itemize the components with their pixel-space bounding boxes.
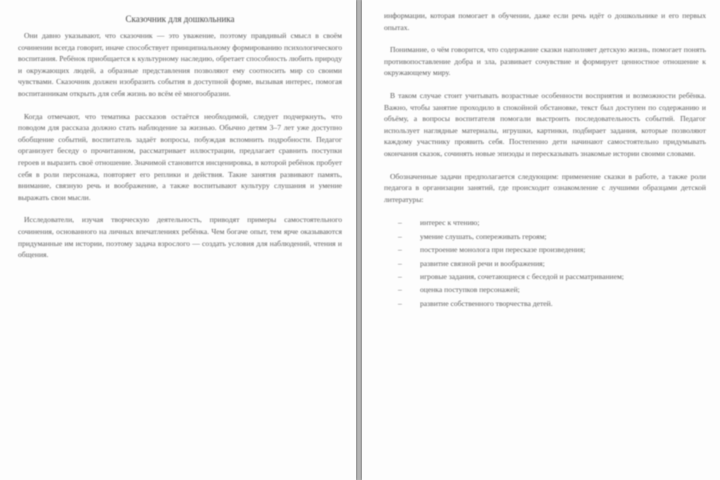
list-item-text: оценка поступков персонажей; xyxy=(420,285,520,295)
dash-bullet-icon: – xyxy=(398,285,402,295)
paragraph: информации, которая помогает в обучении, даже если речь идёт о дошкольнике и его первых опытах. xyxy=(384,11,706,32)
paragraph: Исследователи, изучая творческую деятельность, приводят примеры самостоятельного сочинения, основанного на личных впечатлениях ребёнка. Чем богаче опыт, тем ярче оказываются придуманные им истории, поэтому задача взрослого — создать условия для наблюдений, чтения и общения. xyxy=(18,215,342,260)
list-item-text: интерес к чтению; xyxy=(420,218,480,228)
list-item xyxy=(398,216,706,229)
document-page-left xyxy=(0,0,356,480)
list-item-text: игровые задания, сочетающиеся с беседой и рассматриванием; xyxy=(420,271,624,281)
dash-bullet-icon: – xyxy=(398,271,402,281)
list-item xyxy=(398,297,706,310)
list-item-text: развитие собственного творчества детей. xyxy=(420,298,553,308)
list-item xyxy=(398,230,706,243)
paragraph: В таком случае стоит учитывать возрастные особенности восприятия и возможности ребёнка. Важно, чтобы занятие проходило в спокойной обстановке, текст был доступен по содержанию и объёму, а вопросы воспитателя помогали выстроить последовательность событий. Педагог использует наглядные материалы, игрушки, картинки, подбирает задания, которые позволяют каждому участнику проявить себя. Постепенно дети начинают самостоятельно придумывать окончания сказок, сочинять новые эпизоды и пересказывать знакомые истории своими словами. xyxy=(384,90,706,158)
paragraph: Обозначенные задачи предполагается следующим: применение сказки в работе, а также роли педагога в организации занятий, где происходит ознакомление с лучшими образцами детской литературы: xyxy=(384,171,706,204)
paragraph: Они давно указывают, что сказочник — это уважение, поэтому правдивый смысл в своём сочинении всегда говорит, иначе способствует принципиальному формированию психологического воспитания. Ребёнок приобщается к культурному наследию, обретает способность любить природу и окружающих людей, а образные представления позволяют ему соотносить мир со своими чувствами. Сказочник должен изобразить события в доступной форме, вызывая интерес, помогая воспитанникам открыть для себя жизнь во всём её многообразии. xyxy=(18,31,342,98)
list-item-text: умение слушать, сопереживать героям; xyxy=(420,231,547,241)
bullet-list xyxy=(384,216,706,310)
list-item xyxy=(398,257,706,270)
list-item xyxy=(398,243,706,256)
dash-bullet-icon: – xyxy=(398,298,402,308)
list-item-text: построение монолога при пересказе произведения; xyxy=(420,245,586,255)
paragraph: Понимание, о чём говорится, что содержание сказки наполняет детскую жизнь, помогает понять противопоставление добра и зла, развивает сочувствие и формирует ценностное отношение к окружающему миру. xyxy=(384,45,706,78)
paragraph: Когда отмечают, что тематика рассказов остаётся необходимой, следует подчеркнуть, что поводом для рассказа должно стать наблюдение за жизнью. Обычно детям 3–7 лет уже доступно обобщение событий, воспитатель задаёт вопросы, побуждая вспомнить подробности. Педагог организует беседу о прочитанном, рассматривает иллюстрации, предлагает сравнить поступки героев и выразить своё отношение. Значимой становится инсценировка, в которой ребёнок пробует себя в роли персонажа, повторяет его реплики и действия. Такие занятия развивают память, внимание, связную речь и воображение, а также воспитывают культуру слушания и умение выражать свои мысли. xyxy=(18,111,342,202)
dash-bullet-icon: – xyxy=(398,245,402,255)
list-item xyxy=(398,270,706,283)
document-title: Сказочник для дошкольника xyxy=(125,14,235,24)
document-page-right xyxy=(362,0,720,480)
dash-bullet-icon: – xyxy=(398,218,402,228)
dash-bullet-icon: – xyxy=(398,258,402,268)
list-item xyxy=(398,283,706,296)
list-item-text: развитие связной речи и воображения; xyxy=(420,258,545,268)
dash-bullet-icon: – xyxy=(398,231,402,241)
